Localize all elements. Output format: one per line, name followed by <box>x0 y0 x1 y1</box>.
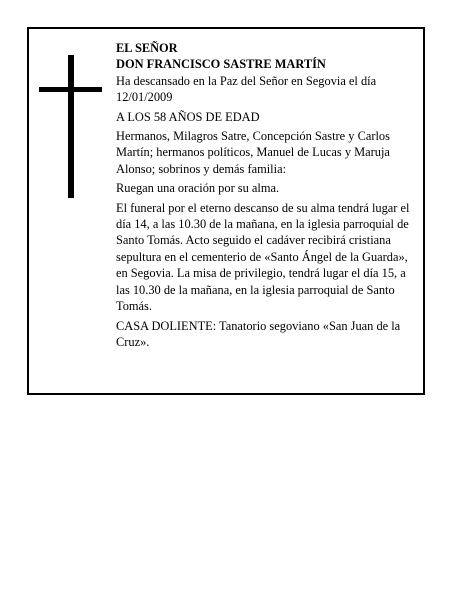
funeral-details: El funeral por el eterno descanso de su alma tendrá lugar el día 14, a las 10.30 de la mañana, en la iglesia parroquial de Santo Tomás. Acto seguido el cadáver recibirá cristiana sepultura en el cementerio de «Santo Ángel de la Guarda», en Segovia. La misa de privilegio, tendrá lugar el día 15, a las 10.30 de la mañana, en la iglesia parroquial de Santo Tomás. <box>116 200 410 314</box>
deceased-name: DON FRANCISCO SASTRE MARTÍN <box>116 57 326 72</box>
obituary-notice <box>27 27 425 395</box>
death-statement: Ha descansado en la Paz del Señor en Segovia el día 12/01/2009 <box>116 73 377 105</box>
cross-vertical-bar <box>68 55 74 198</box>
age-statement: A LOS 58 AÑOS DE EDAD <box>116 109 260 124</box>
cross-horizontal-bar <box>39 87 102 92</box>
casa-doliente: CASA DOLIENTE: Tanatorio segoviano «San Juan de la Cruz». <box>116 318 401 349</box>
notice-title-line1: EL SEÑOR <box>116 41 178 55</box>
notice-body <box>116 40 422 353</box>
prayer-request: Ruegan una oración por su alma. <box>116 181 280 196</box>
family-list: Hermanos, Milagros Satre, Concepción Sastre y Carlos Martín; hermanos políticos, Manuel de Lucas y Maruja Alonso; sobrinos y demás familia: <box>116 129 390 176</box>
